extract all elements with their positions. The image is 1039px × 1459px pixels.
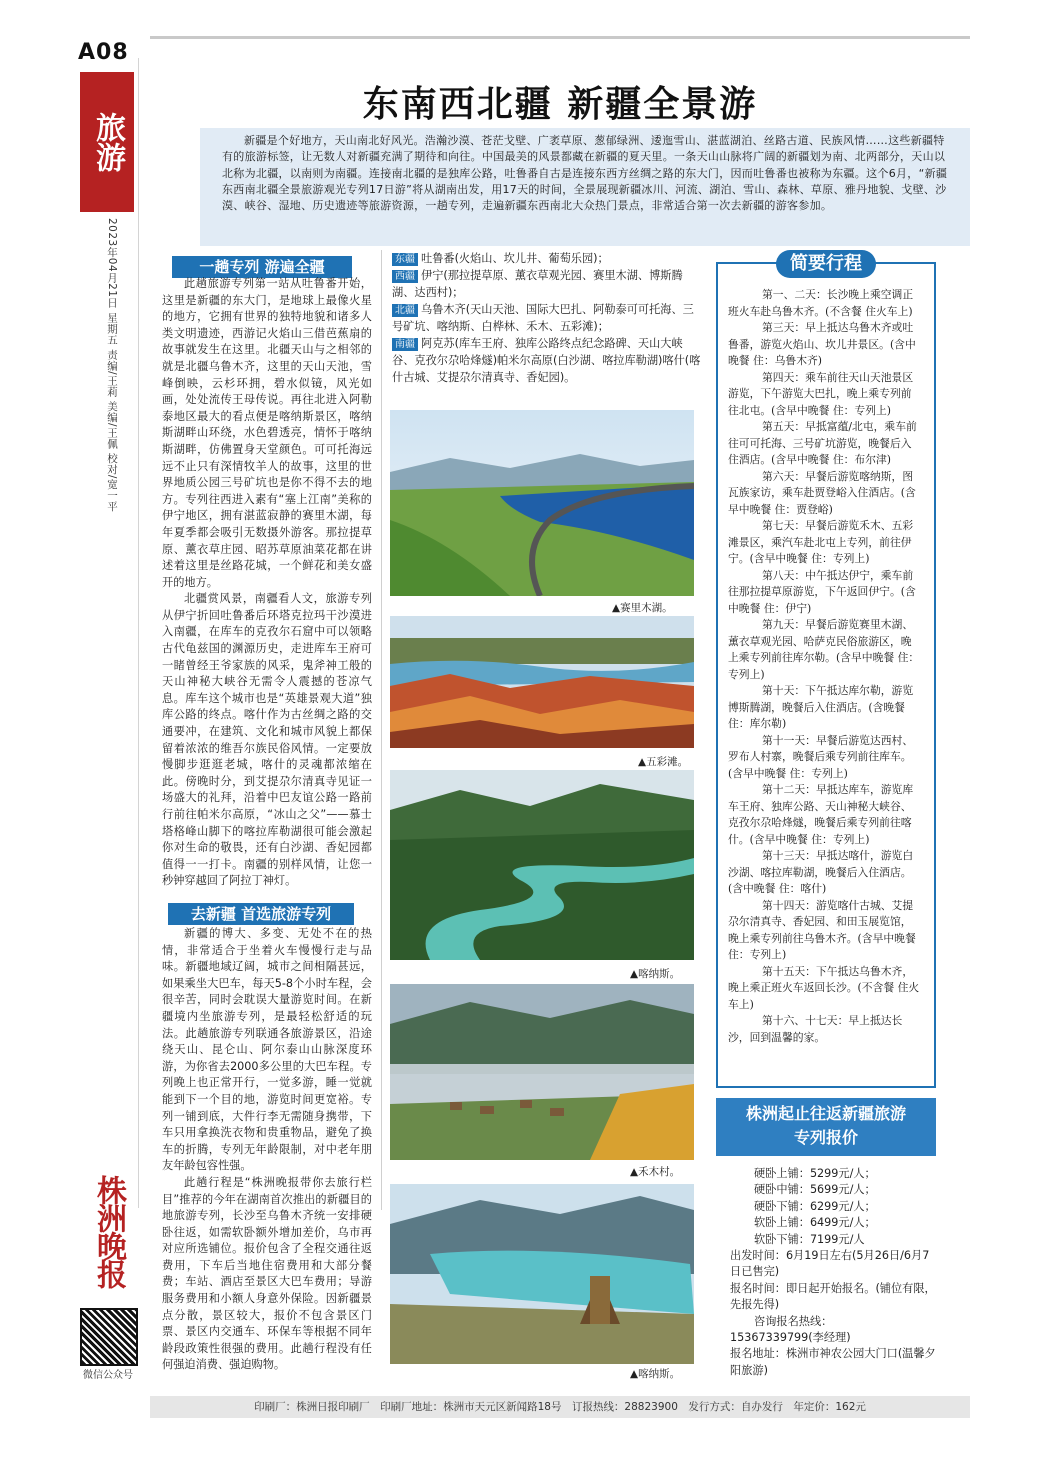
page-number: A08 bbox=[78, 40, 129, 65]
itinerary-title: 简要行程 bbox=[776, 250, 876, 278]
route-item-west bbox=[392, 267, 702, 301]
itinerary-day: 第十四天：游览喀什古城、艾提尕尔清真寺、香妃园、和田玉展览馆，晚上乘专列前往乌鲁木齐。(含早中晚餐 住：专列上) bbox=[728, 898, 916, 961]
route-item-east bbox=[392, 250, 702, 267]
route-text: 伊宁(那拉提草原、薰衣草观光园、赛里木湖、博斯腾湖、达西村)； bbox=[392, 269, 683, 299]
price-item: 软卧下铺：7199元/人 bbox=[754, 1232, 865, 1246]
photo-wucai-beach bbox=[390, 616, 694, 748]
section-tab: 旅游 bbox=[80, 72, 134, 212]
price-item: 硬卧下铺：6299元/人； bbox=[754, 1199, 876, 1213]
section2-body bbox=[162, 926, 372, 1374]
route-text: 阿克苏(库车王府、独库公路终点纪念路碑、天山大峡谷、克孜尔尕哈烽燧)帕米尔高原(白沙湖、喀拉库勒湖)喀什(喀什古城、艾提尕尔清真寺、香妃园)。 bbox=[392, 337, 701, 384]
route-text: 吐鲁番(火焰山、坎儿井、葡萄乐园)； bbox=[421, 252, 609, 265]
photo-caption: ▲喀纳斯。 bbox=[630, 1368, 681, 1380]
photo-caption: ▲赛里木湖。 bbox=[612, 602, 673, 614]
price-item: 软卧上铺：6499元/人； bbox=[754, 1216, 876, 1230]
section2-paragraph-2: 此趟行程是“株洲晚报带你去旅行栏目”推荐的今年在湖南首次推出的新疆目的地旅游专列，长沙至乌鲁木齐统一安排硬卧往返，如需软卧额外增加差价，乌市再对应所选铺位。报价包含了全程交通往返费用，下车后当地住宿费用和大部分餐费；车站、酒店至景区大巴车费用；导游服务费用和小额人身意外保险。因新疆景点分散，景区较大，报价不包含景区门票、景区内交通车、环保车等根据不同年龄段政策性很强的费用。此趟行程没有任何强迫消费、强迫购物。 bbox=[162, 1175, 372, 1372]
photo-kanas-river bbox=[390, 770, 694, 960]
itinerary-day: 第三天：早上抵达乌鲁木齐或吐鲁番，游览火焰山、坎儿井景区。(含中晚餐 住：乌鲁木齐) bbox=[728, 321, 916, 367]
side-date-line: 2023年04月21日 星期五 责编/王莉 美编/王佩 校对/宽一平 bbox=[106, 218, 118, 512]
newspaper-logo: 株洲晚报 bbox=[91, 1175, 126, 1287]
itinerary-day: 第四天：乘车前往天山天池景区游览，下午游览大巴扎，晚上乘专列前往北屯。(含早中晚餐 住：专列上) bbox=[728, 370, 914, 417]
itinerary-day: 第一、二天：长沙晚上乘空调正班火车赴乌鲁木齐。(不含餐 住火车上) bbox=[728, 288, 914, 318]
route-list bbox=[392, 250, 702, 386]
side-divider bbox=[138, 58, 139, 1208]
route-tag: 南疆 bbox=[392, 338, 418, 351]
route-tag: 东疆 bbox=[392, 253, 418, 266]
itinerary-day: 第八天：中午抵达伊宁，乘车前往那拉提草原游览，下午返回伊宁。(含中晚餐 住：伊宁) bbox=[728, 568, 916, 615]
section1-heading: 一趟专列 游遍全疆 bbox=[172, 256, 352, 278]
itinerary-day: 第十一天：早餐后游览达西村、罗布人村寨，晚餐后乘专列前往库车。(含早中晚餐 住：专列上) bbox=[728, 733, 914, 780]
top-rule bbox=[150, 36, 970, 39]
price-list bbox=[730, 1166, 936, 1379]
photo-kanas-lake bbox=[390, 1184, 694, 1364]
itinerary-day: 第十五天：下午抵达乌鲁木齐，晚上乘正班火车返回长沙。(不含餐 住火车上) bbox=[728, 964, 920, 1011]
signup-address: 报名地址：株洲市神农公园大门口(温馨夕阳旅游) bbox=[730, 1347, 936, 1377]
hotline-label: 咨询报名热线： bbox=[754, 1314, 833, 1328]
route-tag: 北疆 bbox=[392, 304, 418, 317]
price-title-line2: 专列报价 bbox=[793, 1128, 858, 1147]
itinerary-day: 第七天：早餐后游览禾木、五彩滩景区，乘汽车赴北屯上专列，前往伊宁。(含早中晚餐 住：专列上) bbox=[728, 519, 914, 565]
price-item: 硬卧上铺：5299元/人； bbox=[754, 1167, 876, 1180]
section2-paragraph-1: 新疆的博大、多变、无处不在的热情，非常适合于坐着火车慢慢行走与品味。新疆地域辽阔，城市之间相隔甚远，如果乘坐大巴车，每天5-8个小时车程，会很辛苦，同时会耽误大量游览时间。在新疆境内坐旅游专列，是最轻松舒适的玩法。此趟旅游专列联通各旅游景区，沿途绕天山、昆仑山、阿尔泰山山脉深度环游，为你省去2000多公里的大巴车程。专列晚上也正常开行，一觉多游，睡一觉就能到下一个目的地，游览时间更宽裕。专列一铺到底，大件行李无需随身携带，下车只用拿换洗衣物和贵重物品，避免了换车的折腾，专列无年龄限制，对中老年朋友年龄包容性强。 bbox=[162, 927, 372, 1173]
photo-caption: ▲禾木村。 bbox=[630, 1166, 681, 1178]
photo-sayram-lake bbox=[390, 410, 694, 596]
route-item-south bbox=[392, 335, 702, 386]
itinerary-list bbox=[728, 287, 920, 1046]
section2-heading: 去新疆 首选旅游专列 bbox=[168, 903, 354, 925]
itinerary-day: 第十二天：早抵达库车，游览库车王府、独库公路、天山神秘大峡谷、克孜尔尕哈烽燧，晚餐后乘专列前往喀什。(含早中晚餐 住：专列上) bbox=[728, 783, 914, 846]
signup-time: 报名时间：即日起开始报名。(铺位有限，先报先得) bbox=[730, 1281, 936, 1312]
qr-label: 微信公众号 bbox=[83, 1370, 133, 1381]
section1-body bbox=[162, 276, 372, 890]
route-tag: 西疆 bbox=[392, 270, 418, 283]
qr-code-icon bbox=[80, 1308, 138, 1366]
price-heading bbox=[716, 1098, 936, 1156]
itinerary-day: 第十天：下午抵达库尔勒，游览博斯腾湖，晚餐后入住酒店。(含晚餐 住：库尔勒) bbox=[728, 684, 914, 730]
intro-text: 新疆是个好地方，天山南北好风光。浩瀚沙漠、苍茫戈壁、广袤草原、葱郁绿洲、逶迤雪山、湛蓝湖泊、丝路古道、民族风情……这些新疆特有的旅游标签，让无数人对新疆充满了期待和向往。中国最美的风景都藏在新疆的夏天里。一条天山山脉将广阔的新疆划为南、北两部分，天山以北称为北疆，以南则为南疆。连接南北疆的是独库公路，吐鲁番自古是连接东西方丝绸之路的东大门，因而吐鲁番也被称为东疆。这个6月，“新疆东西南北疆全景旅游观光专列17日游”将从湖南出发，用17天的时间，全景展现新疆冰川、河流、湖泊、雪山、森林、草原、雅丹地貌、戈壁、沙漠、峡谷、湿地、历史遗迹等旅游资源，一趟专列，走遍新疆东西南北大众热门景点，非常适合第一次去新疆的游客参加。 bbox=[222, 134, 948, 213]
section1-paragraph-1: 此趟旅游专列第一站从吐鲁番开始，这里是新疆的东大门，是地球上最像火星的地方，它拥有世界的独特地貌和诸多人类文明遗迹，西游记火焰山三借芭蕉扇的故事就发生在这里。北疆天山与之相邻的就是北疆乌鲁木齐，这里的天山天池，雪峰倒映，云杉环拥，碧水似镜，风光如画，处处流传王母传说。再往北进入阿勒泰地区最大的看点便是喀纳斯景区，喀纳斯湖畔山环绕，水色碧透亮，情怀于喀纳斯湖畔，仿佛置身天堂颜色。可可托海远远不止只有深情牧羊人的故事，这里的世界地质公园三号矿坑也是你不得不去的地方。专列往西进入素有“塞上江南”美称的伊宁地区，拥有湛蓝寂静的赛里木湖，每年夏季都会吸引无数摄外游客。那拉提草原、薰衣草庄园、昭苏草原油菜花都在讲述着这里是丝路花城，一个鲜花和美女盛开的地方。 bbox=[162, 277, 372, 589]
photo-caption: ▲五彩滩。 bbox=[638, 756, 689, 768]
itinerary-day: 第六天：早餐后游览喀纳斯，图瓦族家访，乘车赴贾登峪入住酒店。(含早中晚餐 住：贾登峪) bbox=[728, 469, 916, 516]
footer-bar: 印刷厂：株洲日报印刷厂 印刷厂地址：株洲市天元区新闻路18号 订报热线：28823900 发行方式：自办发行 年定价：162元 bbox=[150, 1396, 970, 1418]
route-text: 乌鲁木齐(天山天池、国际大巴扎、阿勒泰可可托海、三号矿坑、喀纳斯、白桦林、禾木、五彩滩)； bbox=[392, 303, 694, 333]
page-title: 东南西北疆 新疆全景游 bbox=[362, 84, 758, 125]
column-divider bbox=[381, 250, 382, 1210]
price-title-line1: 株洲起止往返新疆旅游 bbox=[745, 1104, 906, 1123]
route-item-north bbox=[392, 301, 702, 335]
hotline-number: 15367339799(李经理) bbox=[730, 1331, 851, 1345]
depart-time: 出发时间：6月19日左右(5月26日/6月7日已售完) bbox=[730, 1249, 930, 1279]
section1-paragraph-2: 北疆赏风景，南疆看人文，旅游专列从伊宁折回吐鲁番后环塔克拉玛干沙漠进入南疆，在库车的克孜尔石窟中可以领略古代龟兹国的渊源历史，走进库车王府可一睹曾经王爷家族的风采，鬼斧神工般的天山神秘大峡谷无需令人震撼的苍凉气息。库车这个城市也是“英雄景观大道”独库公路的终点。喀什作为古丝绸之路的交通要冲，在建筑、文化和城市风貌上都保留着浓浓的维吾尔族民俗风情。一定要放慢脚步逛逛老城，喀什的灵魂都浓缩在此。傍晚时分，到艾提尕尔清真寺见证一场盛大的礼拜，沿着中巴友谊公路一路前行前往帕米尔高原，“冰山之父”——慕士塔格峰山脚下的喀拉库勒湖很可能会激起你对生命的敬畏，还有白沙湖、香妃园都值得一一打卡。南疆的别样风情，让您一秒钟穿越回了阿拉丁神灯。 bbox=[162, 592, 372, 888]
itinerary-day: 第十三天：早抵达喀什，游览白沙湖、喀拉库勒湖，晚餐后入住酒店。(含中晚餐 住：喀什) bbox=[728, 849, 914, 895]
photo-hemu-village bbox=[390, 984, 694, 1160]
itinerary-day: 第九天：早餐后游览赛里木湖、薰衣草观光园、哈萨克民俗旅游区，晚上乘专列前往库尔勒。(含早中晚餐 住：专列上) bbox=[728, 618, 920, 681]
photo-caption: ▲喀纳斯。 bbox=[630, 968, 681, 980]
price-item: 硬卧中铺：5699元/人； bbox=[754, 1183, 876, 1197]
itinerary-day: 第十六、十七天：早上抵达长沙，回到温馨的家。 bbox=[728, 1014, 903, 1044]
itinerary-day: 第五天：早抵富蕴/北屯，乘车前往可可托海、三号矿坑游览，晚餐后入住酒店。(含早中晚餐 住：布尔津) bbox=[728, 420, 917, 466]
